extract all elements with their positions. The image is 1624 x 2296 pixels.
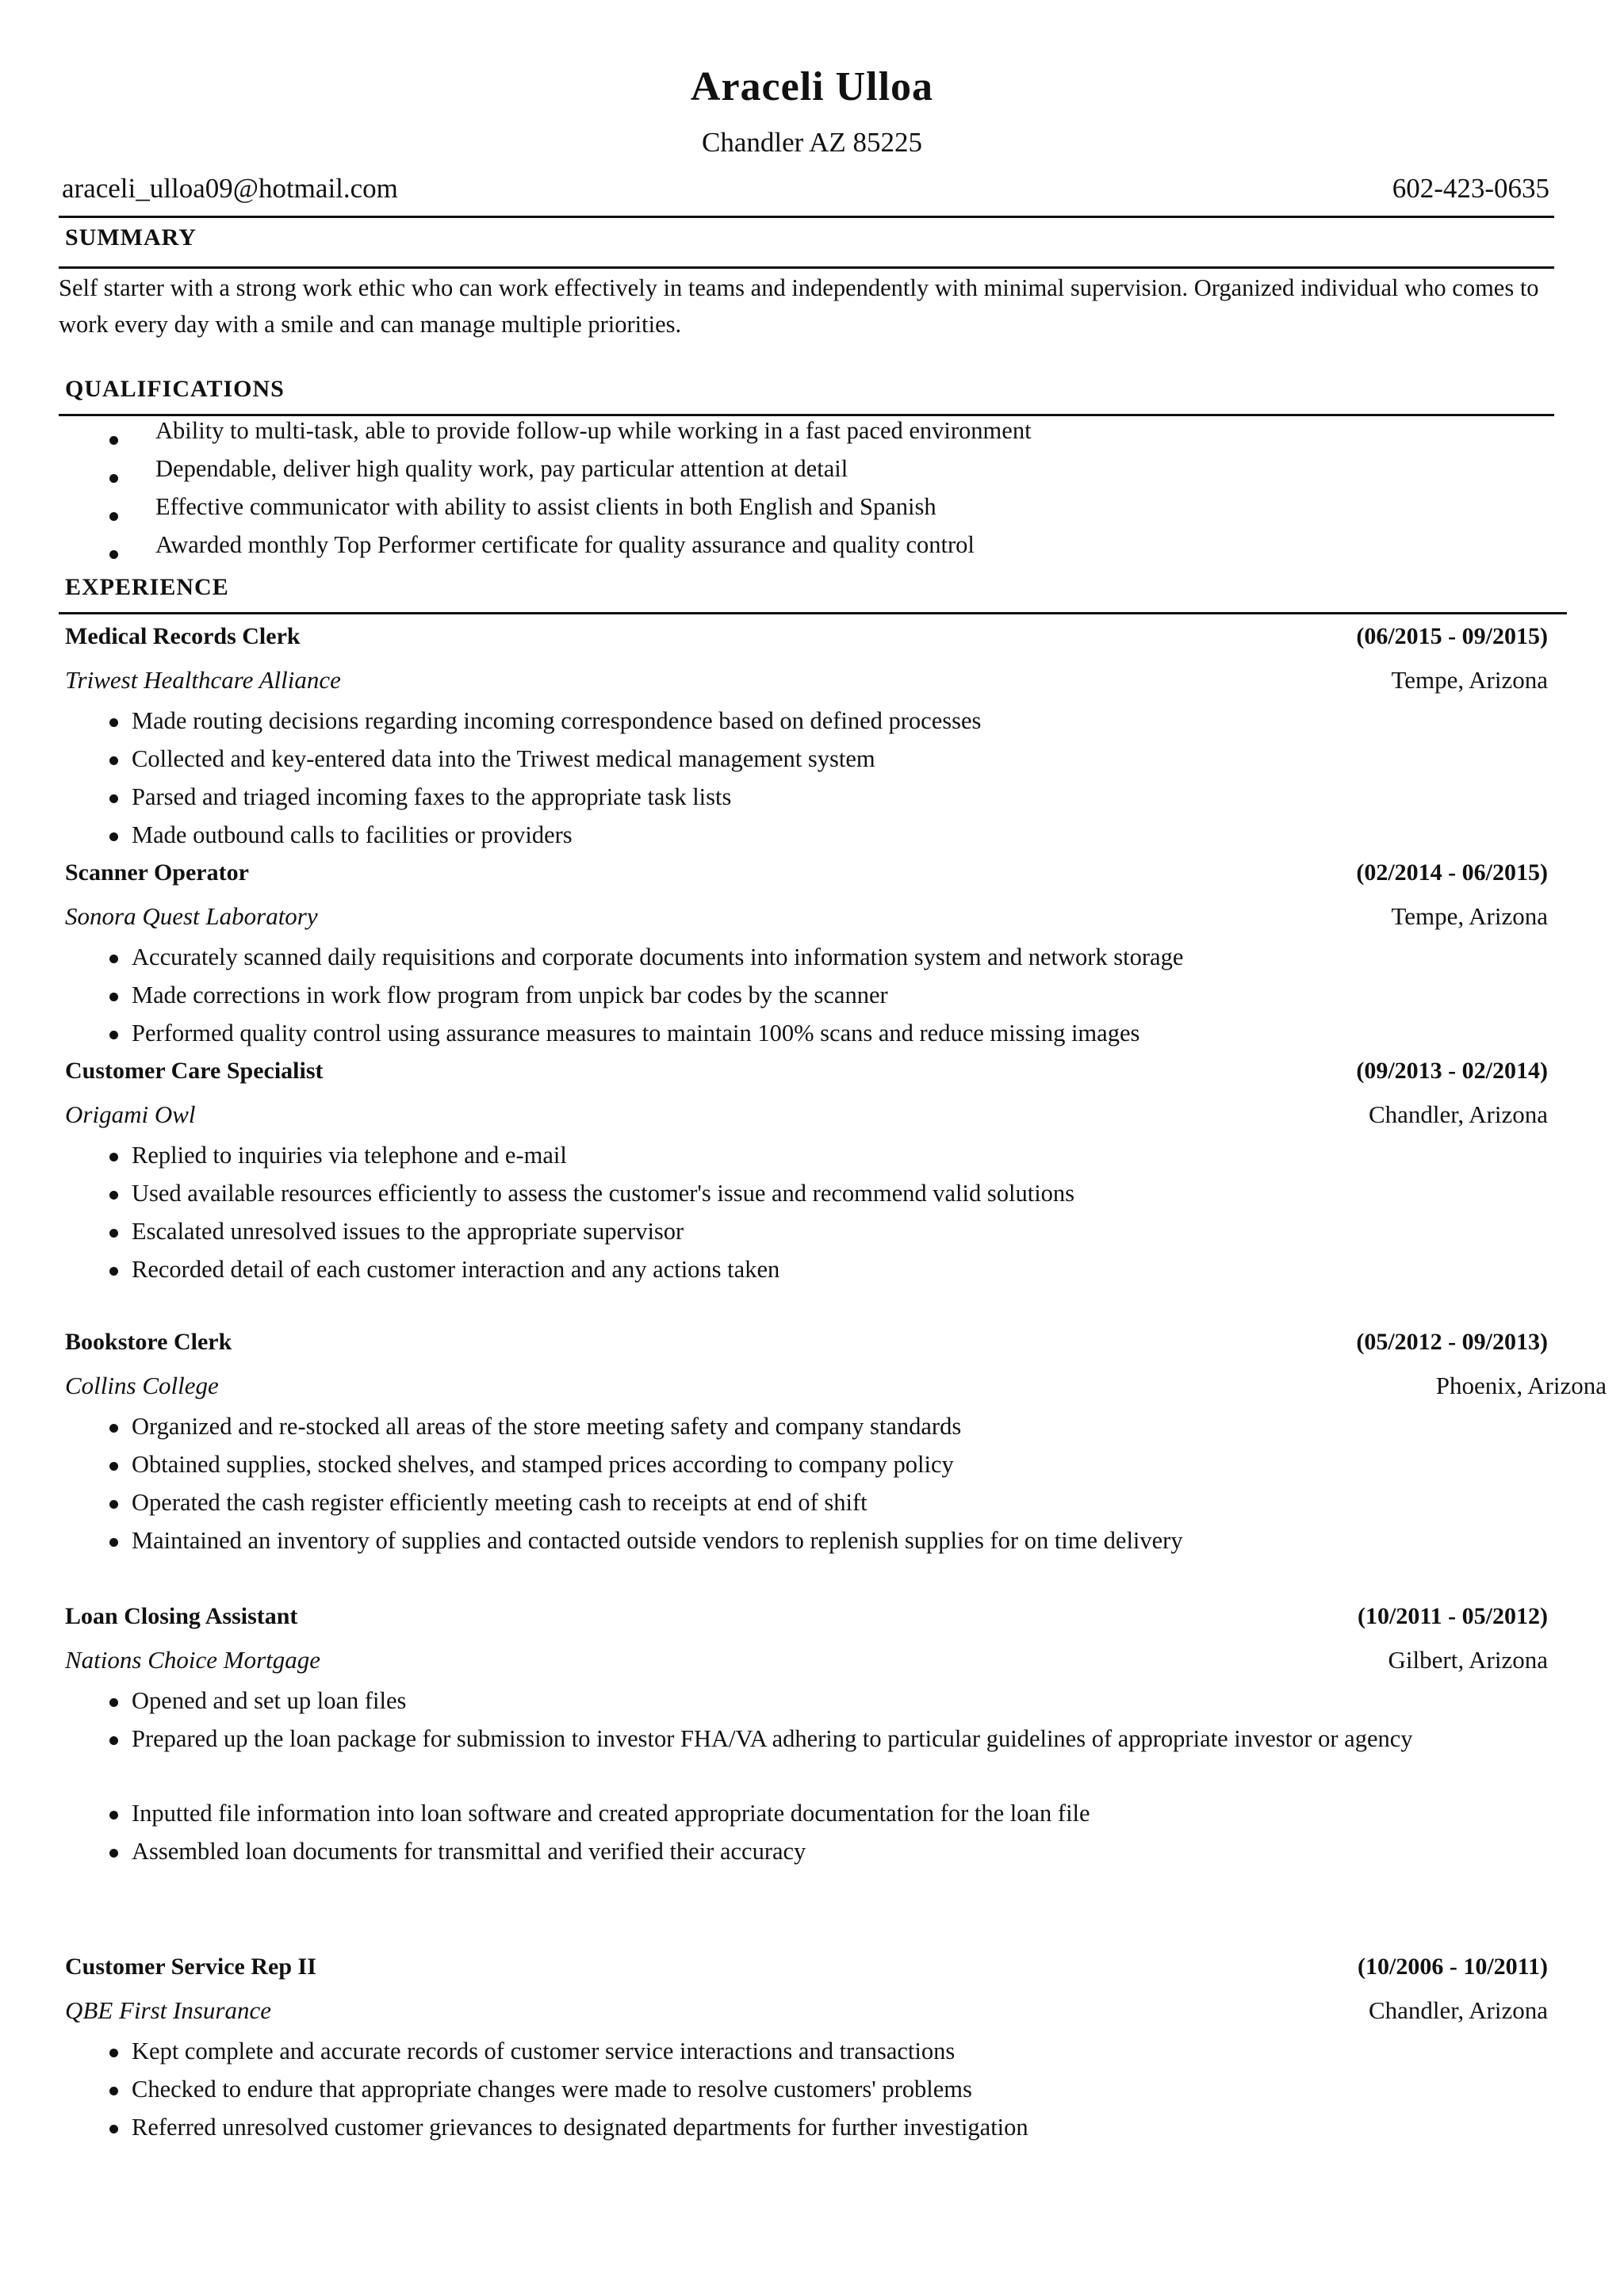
job-location: Phoenix, Arizona [1435, 1372, 1607, 1399]
bullet-icon [109, 1462, 118, 1471]
job-dates: (10/2011 - 05/2012) [1358, 1603, 1548, 1629]
header-divider [59, 216, 1554, 218]
bullet-icon [109, 794, 118, 803]
qualifications-heading: QUALIFICATIONS [65, 376, 285, 402]
duty-item: Organized and re-stocked all areas of the store meeting safety and company standards [132, 1413, 962, 1440]
qualifications-divider [59, 414, 1554, 416]
job-title: Loan Closing Assistant [65, 1603, 298, 1629]
bullet-icon [109, 2125, 118, 2133]
duty-item: Assembled loan documents for transmittal and verified their accuracy [132, 1838, 806, 1865]
duty-item: Made outbound calls to facilities or providers [132, 821, 573, 848]
bullet-icon [109, 2049, 118, 2057]
candidate-name: Araceli Ulloa [690, 64, 934, 109]
bullet-icon [109, 474, 118, 483]
duty-item: Inputted file information into loan software and created appropriate documentation for the loan file [132, 1800, 1090, 1827]
bullet-icon [109, 832, 118, 841]
job-location: Chandler, Arizona [1368, 1100, 1548, 1128]
bullet-icon [109, 512, 118, 521]
duty-item: Made routing decisions regarding incoming correspondence based on defined processes [132, 707, 982, 734]
bullet-icon [109, 1538, 118, 1547]
job-location: Tempe, Arizona [1391, 666, 1548, 694]
bullet-icon [109, 1500, 118, 1509]
summary-divider [59, 266, 1554, 269]
qualification-item: Dependable, deliver high quality work, pay particular attention at detail [155, 455, 848, 482]
job-company: QBE First Insurance [65, 1996, 272, 2024]
job-dates: (02/2014 - 06/2015) [1356, 859, 1548, 886]
job-dates: (05/2012 - 09/2013) [1356, 1329, 1548, 1355]
bullet-icon [109, 436, 118, 445]
bullet-icon [109, 1811, 118, 1820]
bullet-icon [109, 1229, 118, 1238]
job-location: Chandler, Arizona [1368, 1996, 1548, 2024]
duty-item: Recorded detail of each customer interaction and any actions taken [132, 1256, 780, 1283]
duty-item: Prepared up the loan package for submission to investor FHA/VA adhering to particular guidelines of appropriate investor or agency [132, 1725, 1413, 1752]
job-company: Nations Choice Mortgage [65, 1646, 321, 1674]
qualification-item: Effective communicator with ability to assist clients in both English and Spanish [155, 493, 936, 520]
job-company: Collins College [65, 1372, 219, 1399]
duty-item: Opened and set up loan files [132, 1687, 407, 1714]
phone-number: 602-423-0635 [1392, 173, 1549, 204]
job-title: Customer Care Specialist [65, 1058, 324, 1084]
experience-heading: EXPERIENCE [65, 574, 229, 600]
bullet-icon [109, 1191, 118, 1200]
duty-item: Made corrections in work flow program from unpick bar codes by the scanner [132, 982, 888, 1008]
job-title: Bookstore Clerk [65, 1329, 232, 1355]
duty-item: Accurately scanned daily requisitions and corporate documents into information system and network storage [132, 943, 1184, 970]
job-company: Sonora Quest Laboratory [65, 902, 318, 930]
candidate-location: Chandler AZ 85225 [701, 127, 923, 158]
job-location: Tempe, Arizona [1391, 902, 1548, 930]
duty-item: Obtained supplies, stocked shelves, and stamped prices according to company policy [132, 1451, 954, 1478]
job-dates: (10/2006 - 10/2011) [1358, 1954, 1548, 1980]
job-company: Triwest Healthcare Alliance [65, 666, 341, 694]
bullet-icon [109, 550, 118, 559]
duty-item: Operated the cash register efficiently meeting cash to receipts at end of shift [132, 1489, 868, 1516]
qualification-item: Awarded monthly Top Performer certificate for quality assurance and quality control [155, 531, 975, 558]
job-dates: (06/2015 - 09/2015) [1356, 623, 1548, 649]
bullet-icon [109, 1736, 118, 1745]
bullet-icon [109, 1153, 118, 1161]
job-location: Gilbert, Arizona [1388, 1646, 1548, 1674]
bullet-icon [109, 1424, 118, 1433]
experience-divider [59, 612, 1567, 614]
job-dates: (09/2013 - 02/2014) [1356, 1058, 1548, 1084]
bullet-icon [109, 1698, 118, 1707]
bullet-icon [109, 718, 118, 727]
duty-item: Escalated unresolved issues to the appropriate supervisor [132, 1218, 684, 1245]
summary-heading: SUMMARY [65, 224, 197, 251]
job-title: Customer Service Rep II [65, 1954, 316, 1980]
duty-item: Checked to endure that appropriate changes were made to resolve customers' problems [132, 2076, 972, 2103]
duty-item: Parsed and triaged incoming faxes to the appropriate task lists [132, 783, 732, 810]
job-title: Medical Records Clerk [65, 623, 301, 649]
bullet-icon [109, 1849, 118, 1858]
duty-item: Referred unresolved customer grievances to designated departments for further investigation [132, 2114, 1028, 2141]
summary-text: Self starter with a strong work ethic who can work effectively in teams and independently with minimal supervision. Organized individual who comes to work every day with a smile and can manage multiple priorities. [59, 274, 1539, 338]
job-company: Origami Owl [65, 1100, 196, 1128]
bullet-icon [109, 955, 118, 963]
email-address: araceli_ulloa09@hotmail.com [62, 173, 398, 204]
duty-item: Maintained an inventory of supplies and contacted outside vendors to replenish supplies for on time delivery [132, 1527, 1183, 1554]
duty-item: Replied to inquiries via telephone and e-mail [132, 1142, 567, 1169]
duty-item: Kept complete and accurate records of customer service interactions and transactions [132, 2038, 956, 2064]
duty-item: Collected and key-entered data into the Triwest medical management system [132, 745, 875, 772]
job-title: Scanner Operator [65, 859, 249, 886]
duty-item: Performed quality control using assurance measures to maintain 100% scans and reduce missing images [132, 1020, 1140, 1047]
qualification-item: Ability to multi-task, able to provide follow-up while working in a fast paced environment [155, 417, 1032, 444]
bullet-icon [109, 2087, 118, 2095]
bullet-icon [109, 1031, 118, 1039]
bullet-icon [109, 756, 118, 765]
duty-item: Used available resources efficiently to assess the customer's issue and recommend valid solutions [132, 1180, 1075, 1207]
bullet-icon [109, 1267, 118, 1276]
bullet-icon [109, 993, 118, 1001]
